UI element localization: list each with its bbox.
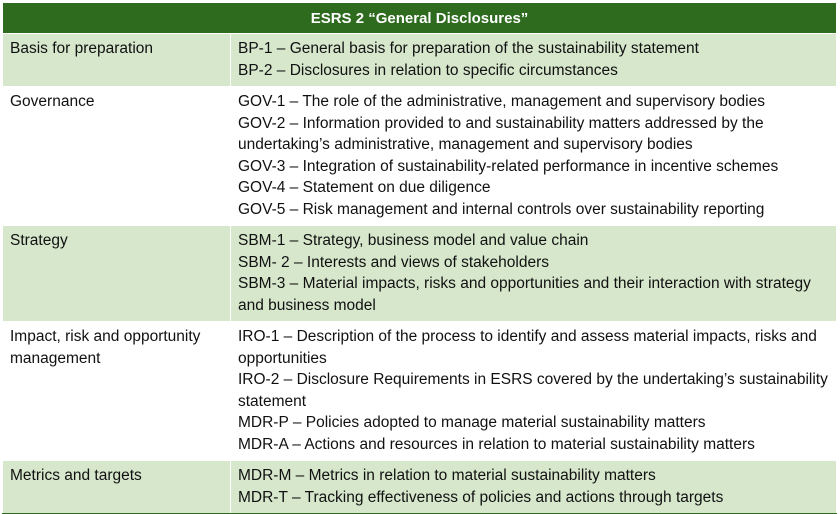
table-title: ESRS 2 “General Disclosures” [3,3,837,34]
items-cell [231,461,837,514]
items-cell [231,87,837,226]
items-cell [231,34,837,87]
category-cell: Impact, risk and opportunity management [3,322,231,461]
table-header-row [3,3,837,34]
esrs2-disclosures-table [2,2,837,514]
category-cell: Governance [3,87,231,226]
table-row-impact-risk-opportunity [3,322,837,461]
table-row-metrics-and-targets [3,461,837,514]
table-row-strategy [3,226,837,322]
disclosure-item: SBM-1 – Strategy, business model and value chain [238,232,589,249]
table-row-basis-for-preparation [3,34,837,87]
disclosure-item: GOV-4 – Statement on due diligence [238,179,491,196]
disclosure-item: GOV-3 – Integration of sustainability-related performance in incentive schemes [238,157,779,175]
items-cell [231,226,837,322]
disclosure-item: MDR-A – Actions and resources in relation to material sustainability matters [238,435,755,453]
disclosure-item: MDR-M – Metrics in relation to material sustainability matters [238,467,656,484]
disclosure-item: IRO-1 – Description of the process to identify and assess material impacts, risks and opportunities [238,328,817,367]
category-cell: Metrics and targets [3,461,231,514]
disclosure-item: MDR-T – Tracking effectiveness of policies and actions through targets [238,488,724,506]
disclosure-item: GOV-2 – Information provided to and sustainability matters addressed by the undertaking’s administrative, management and supervisory bodies [238,114,764,153]
category-cell: Strategy [3,226,231,322]
disclosure-item: BP-1 – General basis for preparation of the sustainability statement [238,40,699,57]
items-cell [231,322,837,461]
disclosure-item: IRO-2 – Disclosure Requirements in ESRS covered by the undertaking’s sustainability statement [238,371,828,410]
disclosure-item: MDR-P – Policies adopted to manage material sustainability matters [238,414,706,431]
disclosure-item: SBM-3 – Material impacts, risks and opportunities and their interaction with strategy and business model [238,275,811,314]
disclosure-item: GOV-1 – The role of the administrative, management and supervisory bodies [238,93,765,110]
disclosure-item: GOV-5 – Risk management and internal controls over sustainability reporting [238,200,765,218]
esrs2-table-container [2,2,836,514]
disclosure-item: SBM- 2 – Interests and views of stakeholders [238,253,550,271]
table-row-governance [3,87,837,226]
category-cell: Basis for preparation [3,34,231,87]
disclosure-item: BP-2 – Disclosures in relation to specific circumstances [238,61,618,79]
